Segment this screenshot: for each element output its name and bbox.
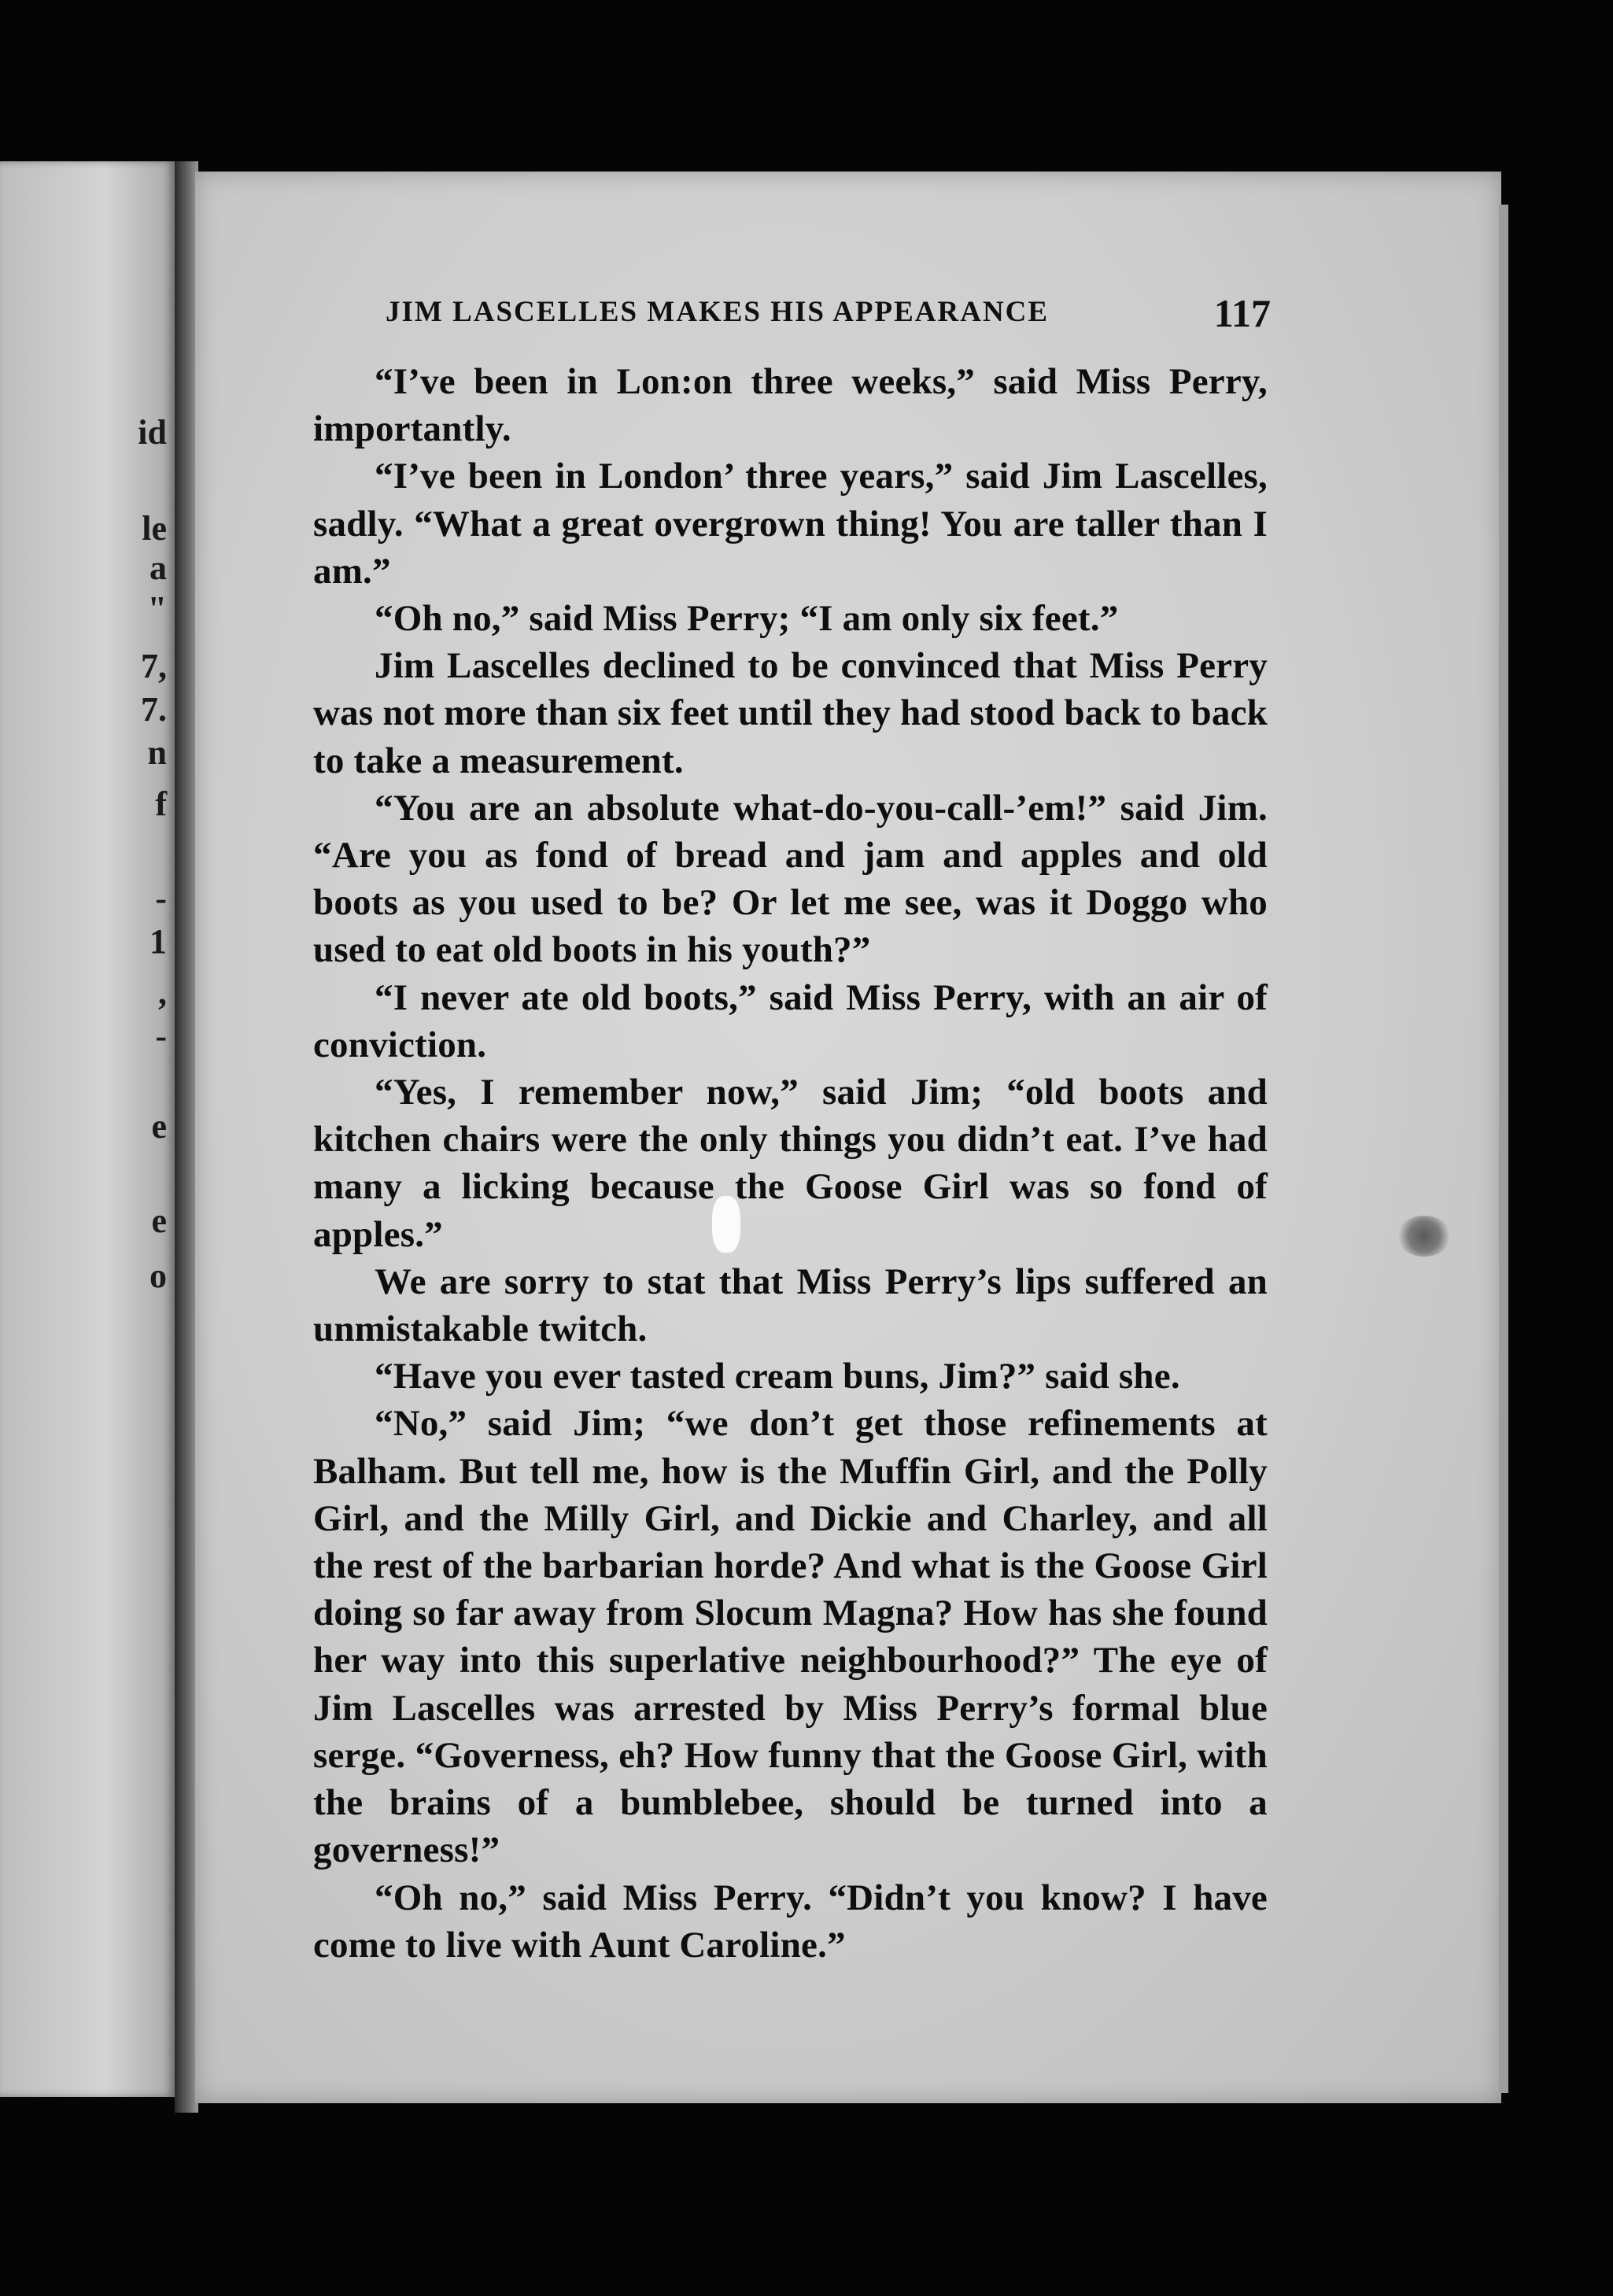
paragraph: “You are an absolute what-do-you-call-’em!” said Jim. “Are you as fond of bread and jam and apples and old boots as you used to be? Or let me see, was it Doggo who used to eat old boots in his youth?” <box>313 787 1268 971</box>
previous-page-text-fragment: id <box>138 413 167 452</box>
previous-page-text-fragment: , <box>158 973 167 1012</box>
previous-page-text-fragment: - <box>155 879 167 917</box>
previous-page-text-fragment: 1 <box>149 922 167 961</box>
ink-blot <box>1397 1216 1452 1257</box>
paragraph: “I’ve been in London’ three years,” said Jim Lascelles, sadly. “What a great overgrown thing! You are taller than I am.” <box>313 456 1268 592</box>
paragraph: “Have you ever tasted cream buns, Jim?” said she. <box>375 1356 1180 1397</box>
paragraph: We are sorry to stat that Miss Perry’s lips suffered an unmistakable twitch. <box>313 1261 1268 1350</box>
previous-page-text-fragment: e <box>151 1107 167 1146</box>
body-text <box>313 358 1268 1969</box>
running-header <box>386 291 1271 335</box>
paragraph: Jim Lascelles declined to be convinced that Miss Perry was not more than six feet until they had stood back to back to take a measurement. <box>313 645 1268 781</box>
paragraph: “Oh no,” said Miss Perry; “I am only six feet.” <box>375 598 1119 640</box>
previous-page-text-fragment: o <box>149 1257 167 1295</box>
previous-page-text-fragment: a <box>149 548 167 587</box>
previous-page-fragment <box>0 161 175 2097</box>
running-title: JIM LASCELLES MAKES HIS APPEARANCE <box>386 296 1050 328</box>
paragraph: “Yes, I remember now,” said Jim; “old boots and kitchen chairs were the only things you didn’t eat. I’ve had many a licking because the Goose Girl was so fond of apples.” <box>313 1072 1268 1255</box>
page-number: 117 <box>1213 291 1271 335</box>
page-edge <box>1499 205 1508 2093</box>
previous-page-text-fragment: 7. <box>141 690 167 729</box>
paragraph: “Oh no,” said Miss Perry. “Didn’t you know? I have come to live with Aunt Caroline.” <box>313 1877 1268 1966</box>
previous-page-text-fragment: n <box>147 733 167 772</box>
previous-page-text-fragment: f <box>155 784 167 823</box>
previous-page-text-fragment: 7, <box>141 647 167 685</box>
previous-page-text-fragment: le <box>142 509 167 548</box>
paragraph: “No,” said Jim; “we don’t get those refinements at Balham. But tell me, how is the Muffin Girl, and the Polly Girl, and the Milly Girl, and Dickie and Charley, and all the rest of the barbarian horde? And what is the Goose Girl doing so far away from Slocum Magna? How has she found her way into this superlative neighbourhood?” The eye of Jim Lascelles was arrested by Miss Perry’s formal blue serge. “Governess, eh? How funny that the Goose Girl, with the brains of a bumblebee, should be turned into a governess!” <box>313 1403 1268 1871</box>
previous-page-text-fragment: e <box>151 1202 167 1240</box>
previous-page-text-fragment: " <box>147 589 167 628</box>
previous-page-text-fragment: - <box>155 1017 167 1055</box>
paragraph: “I’ve been in Lon:on three weeks,” said Miss Perry, importantly. <box>313 361 1268 450</box>
paragraph: “I never ate old boots,” said Miss Perry, with an air of conviction. <box>313 976 1268 1065</box>
